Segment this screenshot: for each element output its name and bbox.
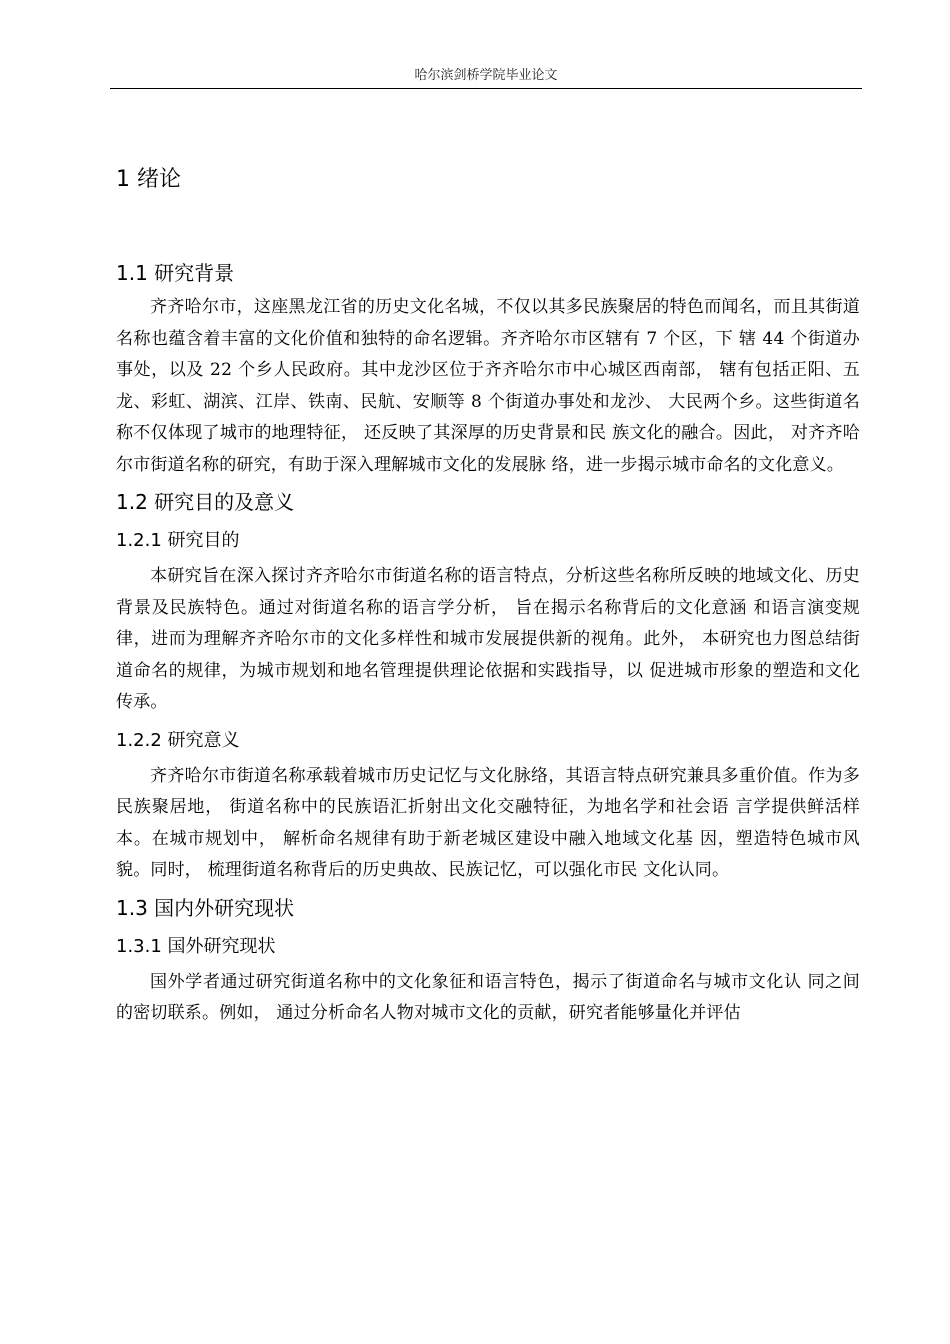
paragraph-research-significance: 齐齐哈尔市街道名称承载着城市历史记忆与文化脉络，其语言特点研究兼具多重价值。作为多民族聚居地， 街道名称中的民族语汇折射出文化交融特征，为地名学和社会语 言学提供鲜活样本。在城市规划中， 解析命名规律有助于新老城区建设中融入地域文化基 因，塑造特色城市风貌。同时， 梳理街道名称背后的历史典故、民族记忆，可以强化市民 文化认同。 xyxy=(116,765,860,880)
page-header: 哈尔滨剑桥学院毕业论文 xyxy=(414,68,558,83)
chapter-title: 1 绪论 xyxy=(116,167,181,192)
section-heading-1-2: 1.2 研究目的及意义 xyxy=(116,490,295,514)
paragraph-foreign-research: 国外学者通过研究街道名称中的文化象征和语言特色，揭示了街道命名与城市文化认 同之间的密切联系。例如， 通过分析命名人物对城市文化的贡献，研究者能够量化并评估 xyxy=(116,971,860,1023)
section-heading-1-1: 1.1 研究背景 xyxy=(116,261,235,285)
section-heading-1-3: 1.3 国内外研究现状 xyxy=(116,895,295,920)
header-divider xyxy=(110,88,862,89)
section-heading-1-2-1: 1.2.1 研究目的 xyxy=(116,530,240,551)
paragraph-research-purpose: 本研究旨在深入探讨齐齐哈尔市街道名称的语言特点，分析这些名称所反映的地域文化、历史背景及民族特色。通过对街道名称的语言学分析， 旨在揭示名称背后的文化意涵 和语言演变规律，进而为理解齐齐哈尔市的文化多样性和城市发展提供新的视角。此外， 本研究也力图总结街道命名的规律，为城市规划和地名管理提供理论依据和实践指导，以 促进城市形象的塑造和文化传承。 xyxy=(116,566,860,712)
section-heading-1-3-1: 1.3.1 国外研究现状 xyxy=(116,935,276,957)
section-heading-1-2-2: 1.2.2 研究意义 xyxy=(116,729,240,751)
paragraph-research-background: 齐齐哈尔市，这座黑龙江省的历史文化名城，不仅以其多民族聚居的特色而闻名，而且其街道名称也蕴含着丰富的文化价值和独特的命名逻辑。齐齐哈尔市区辖有 7 个区，下 辖 44 个街道办事处，以及 22 个乡人民政府。其中龙沙区位于齐齐哈尔市中心城区西南部， 辖有包括正阳、五龙、彩虹、湖滨、江岸、铁南、民航、安顺等 8 个街道办事处和龙沙、 大民两个乡。这些街道名称不仅体现了城市的地理特征， 还反映了其深厚的历史背景和民 族文化的融合。因此， 对齐齐哈尔市街道名称的研究，有助于深入理解城市文化的发展脉 络，进一步揭示城市命名的文化意义。 xyxy=(116,297,860,475)
document-body xyxy=(116,160,860,1034)
